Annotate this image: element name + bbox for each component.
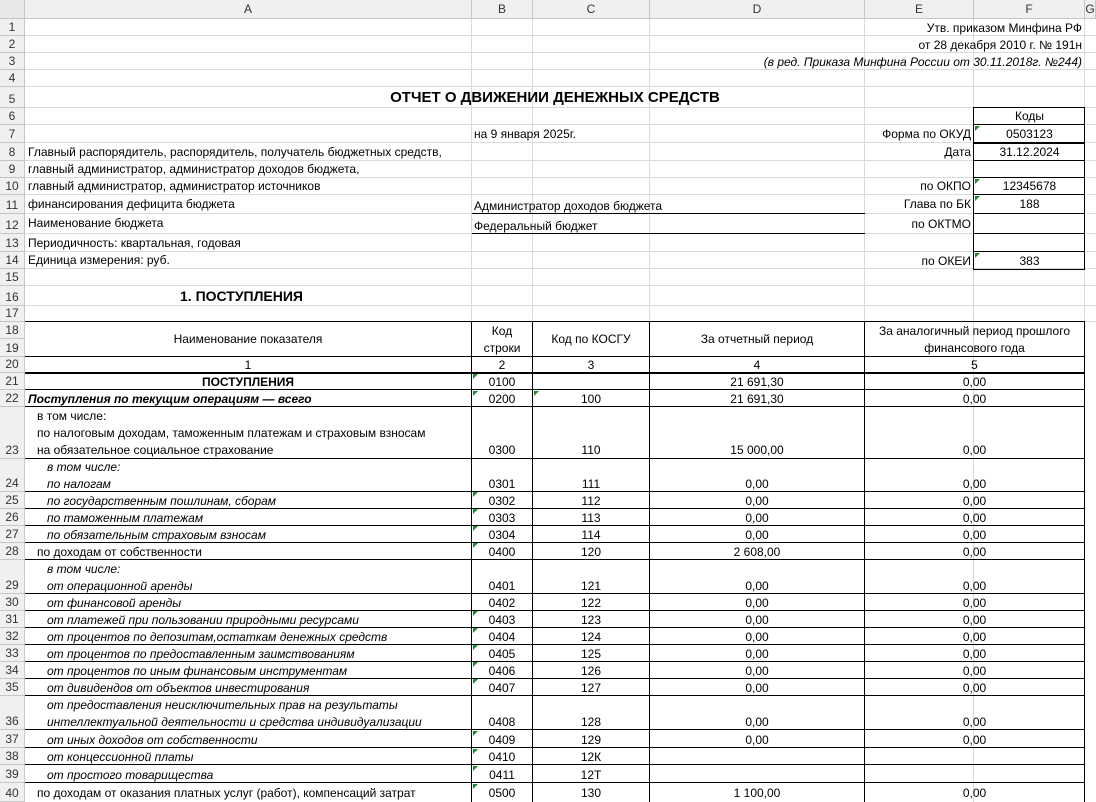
gridline — [25, 142, 1096, 143]
comment-marker — [473, 645, 478, 650]
table-border — [25, 356, 1085, 357]
row33-prev[interactable]: 0,00 — [962, 647, 987, 661]
row30-prev[interactable]: 0,00 — [962, 596, 987, 610]
row-border — [25, 491, 1085, 492]
row-header[interactable]: 6 — [0, 108, 25, 125]
left-label-3: главный администратор, администратор источников — [28, 179, 321, 193]
col-header-e[interactable]: E — [865, 0, 974, 19]
row24-cur[interactable]: 0,00 — [745, 477, 769, 491]
row-header[interactable]: 39 — [0, 765, 25, 783]
row25-code[interactable]: 0302 — [488, 494, 516, 508]
row24-code[interactable]: 0301 — [488, 477, 516, 491]
row23-code[interactable]: 0300 — [488, 443, 516, 457]
row-border — [25, 644, 1085, 645]
row-header[interactable]: 40 — [0, 783, 25, 802]
comment-marker — [473, 679, 478, 684]
row27-name: по обязательным страховым взносам — [47, 528, 266, 542]
row-header[interactable]: 13 — [0, 234, 25, 252]
codes-divider — [973, 177, 1085, 178]
th-name: Наименование показателя — [173, 332, 323, 346]
row33-cur[interactable]: 0,00 — [745, 647, 769, 661]
row24-kosgu[interactable]: 111 — [581, 477, 601, 491]
th-code-line2: строки — [483, 341, 521, 355]
codes-divider — [973, 194, 1085, 195]
row-header[interactable]: 21 — [0, 373, 25, 390]
row37-code[interactable]: 0409 — [488, 733, 516, 747]
row37-prev[interactable]: 0,00 — [962, 733, 987, 747]
row27-kosgu[interactable]: 114 — [581, 528, 601, 542]
row-header[interactable]: 24 — [0, 459, 25, 492]
budget-name-label: Наименование бюджета — [28, 216, 164, 230]
row-border — [25, 559, 1085, 560]
row-border — [25, 729, 1085, 730]
row29-cur[interactable]: 0,00 — [745, 579, 769, 593]
row38-code[interactable]: 0410 — [488, 750, 516, 764]
comment-marker — [473, 731, 478, 736]
gridline — [25, 107, 1096, 108]
row34-code[interactable]: 0406 — [488, 664, 516, 678]
comment-marker — [975, 253, 980, 258]
row31-prev[interactable]: 0,00 — [962, 613, 987, 627]
row34-prev[interactable]: 0,00 — [962, 664, 987, 678]
row28-name: по доходам от собственности — [37, 545, 202, 559]
row-header[interactable]: 35 — [0, 679, 25, 696]
row-border — [25, 695, 1085, 696]
comment-marker — [473, 543, 478, 548]
row32-prev[interactable]: 0,00 — [962, 630, 987, 644]
row36-cur[interactable]: 0,00 — [745, 715, 769, 729]
row26-code[interactable]: 0303 — [488, 511, 516, 525]
row-border — [25, 508, 1085, 509]
approval-line-2: от 28 декабря 2010 г. № 191н — [918, 38, 1082, 52]
row28-prev[interactable]: 0,00 — [962, 545, 987, 559]
row-border — [25, 661, 1085, 662]
row-header[interactable]: 9 — [0, 161, 25, 178]
row29-code[interactable]: 0401 — [488, 579, 516, 593]
report-date-line: на 9 января 2025г. — [474, 127, 576, 141]
row-header[interactable]: 25 — [0, 492, 25, 509]
section-title: 1. ПОСТУПЛЕНИЯ — [180, 288, 303, 304]
comment-marker — [473, 766, 478, 771]
approval-line-1: Утв. приказом Минфина РФ — [926, 21, 1082, 35]
row37-kosgu[interactable]: 129 — [580, 733, 602, 747]
th-num-2: 2 — [498, 358, 506, 372]
date-label: Дата — [944, 145, 971, 159]
okpo-value[interactable]: 12345678 — [1002, 179, 1057, 193]
row23-line2: по налоговым доходам, таможенным платежам и страховым взносам — [37, 426, 426, 440]
row24-line1: в том числе: — [47, 460, 121, 474]
row39-code[interactable]: 0411 — [489, 768, 515, 782]
row40-cur[interactable]: 1 100,00 — [733, 786, 781, 800]
row-border — [25, 764, 1085, 765]
row34-name: от процентов по иным финансовым инструментам — [47, 664, 348, 678]
row31-cur[interactable]: 0,00 — [745, 613, 769, 627]
comment-marker — [473, 611, 478, 616]
row-border — [25, 610, 1085, 611]
row23-prev[interactable]: 0,00 — [962, 443, 987, 457]
row30-name: от финансовой аренды — [47, 596, 182, 610]
row29-prev[interactable]: 0,00 — [962, 579, 987, 593]
row25-cur[interactable]: 0,00 — [745, 494, 769, 508]
comment-marker — [473, 509, 478, 514]
gridline — [25, 52, 1096, 53]
gridline — [25, 160, 1096, 161]
glava-label: Глава по БК — [903, 197, 971, 211]
row-header[interactable]: 22 — [0, 390, 25, 407]
comment-marker — [473, 374, 478, 379]
row-border — [25, 627, 1085, 628]
row22-code[interactable]: 0200 — [488, 392, 516, 406]
row25-name: по государственным пошлинам, сборам — [47, 494, 277, 508]
row22-cur[interactable]: 21 691,30 — [730, 392, 784, 406]
gridline — [25, 305, 1096, 306]
th-prev-line2: финансового года — [924, 341, 1025, 355]
row22-name: Поступления по текущим операциям — всего — [28, 392, 312, 406]
comment-marker — [975, 196, 980, 201]
row23-cur[interactable]: 15 000,00 — [730, 443, 784, 457]
codes-divider — [973, 251, 1085, 252]
row-header[interactable]: 10 — [0, 178, 25, 195]
row33-name: от процентов по предоставленным заимствованиям — [47, 647, 355, 661]
row30-kosgu[interactable]: 122 — [580, 596, 602, 610]
report-title: ОТЧЕТ О ДВИЖЕНИИ ДЕНЕЖНЫХ СРЕДСТВ — [390, 89, 720, 106]
row25-kosgu[interactable]: 112 — [581, 494, 601, 508]
unit-label: Единица измерения: руб. — [28, 253, 170, 267]
glava-value[interactable]: 188 — [1019, 197, 1040, 211]
row37-name: от иных доходов от собственности — [47, 733, 258, 747]
col-header-d[interactable]: D — [650, 0, 865, 19]
okei-value[interactable]: 383 — [1019, 254, 1040, 268]
row-header[interactable]: 27 — [0, 526, 25, 543]
codes-divider — [973, 160, 1085, 161]
th-num-3: 3 — [587, 358, 595, 372]
row-header[interactable]: 30 — [0, 594, 25, 611]
row-border — [25, 782, 1085, 783]
th-num-5: 5 — [971, 358, 978, 372]
th-kosgu: Код по КОСГУ — [551, 332, 631, 346]
row36-code[interactable]: 0408 — [488, 715, 516, 729]
gridline — [25, 35, 1096, 36]
row38-kosgu[interactable]: 12К — [580, 750, 602, 764]
left-label-1: Главный распорядитель, распорядитель, получатель бюджетных средств, — [28, 145, 442, 159]
row-header[interactable]: 29 — [0, 560, 25, 594]
row-header[interactable]: 15 — [0, 269, 25, 286]
row-header[interactable]: 7 — [0, 125, 25, 143]
row32-cur[interactable]: 0,00 — [745, 630, 769, 644]
row-header[interactable]: 17 — [0, 306, 25, 322]
left-label-2: главный администратор, администратор доходов бюджета, — [28, 162, 360, 176]
row21-prev[interactable]: 0,00 — [962, 375, 987, 389]
th-code-line1: Код — [491, 324, 513, 338]
row38-name: от концессионной платы — [47, 750, 194, 764]
comment-marker — [473, 749, 478, 754]
row-header[interactable]: 20 — [0, 357, 25, 373]
row35-name: от дивидендов от объектов инвестирования — [47, 681, 310, 695]
row28-kosgu[interactable]: 120 — [580, 545, 602, 559]
row-border — [25, 458, 1085, 459]
row31-code[interactable]: 0403 — [488, 613, 516, 627]
row22-kosgu[interactable]: 100 — [580, 392, 602, 406]
col-header-f[interactable]: F — [974, 0, 1085, 19]
gridline — [25, 124, 1096, 125]
row26-cur[interactable]: 0,00 — [745, 511, 769, 525]
row34-cur[interactable]: 0,00 — [745, 664, 769, 678]
row-header[interactable]: 12 — [0, 214, 25, 234]
row-header[interactable]: 33 — [0, 645, 25, 662]
row29-line2: от операционной аренды — [47, 579, 193, 593]
row26-name: по таможенным платежам — [47, 511, 204, 525]
row-header[interactable]: 3 — [0, 53, 25, 70]
row-border — [25, 678, 1085, 679]
row23-line1: в том числе: — [37, 409, 107, 423]
th-prev-line1: За аналогичный период прошлого — [878, 324, 1071, 338]
row35-prev[interactable]: 0,00 — [962, 681, 987, 695]
row21-code[interactable]: 0100 — [488, 375, 516, 389]
left-label-4: финансирования дефицита бюджета — [28, 197, 235, 211]
row-border — [25, 593, 1085, 594]
okud-value[interactable]: 0503123 — [1006, 127, 1053, 141]
codes-divider — [973, 233, 1085, 234]
row-header[interactable]: 1 — [0, 19, 25, 36]
row25-prev[interactable]: 0,00 — [962, 494, 987, 508]
row28-cur[interactable]: 2 608,00 — [733, 545, 781, 559]
row-header[interactable]: 18 — [0, 322, 25, 339]
row40-kosgu[interactable]: 130 — [580, 786, 602, 800]
row-header[interactable]: 5 — [0, 87, 25, 108]
row36-kosgu[interactable]: 128 — [580, 715, 602, 729]
row-header[interactable]: 32 — [0, 628, 25, 645]
col-header-b[interactable]: B — [472, 0, 533, 19]
row40-name: по доходам от оказания платных услуг (работ), компенсаций затрат — [37, 786, 416, 800]
col-header-c[interactable]: C — [533, 0, 650, 19]
gridline — [25, 268, 1096, 269]
row-border — [25, 525, 1085, 526]
row32-name: от процентов по депозитам,остаткам денежных средств — [47, 630, 388, 644]
row-header[interactable]: 28 — [0, 543, 25, 560]
row36-line1: от предоставления неисключительных прав на результаты — [47, 698, 398, 712]
row-header[interactable]: 16 — [0, 286, 25, 306]
gridline — [25, 177, 1096, 178]
row21-cur[interactable]: 21 691,30 — [730, 375, 784, 389]
table-border — [25, 321, 1085, 322]
row-border — [25, 747, 1085, 748]
periodicity-label: Периодичность: квартальная, годовая — [28, 236, 241, 250]
comment-marker — [975, 126, 980, 131]
row-header[interactable]: 23 — [0, 407, 25, 459]
row34-kosgu[interactable]: 126 — [580, 664, 602, 678]
comment-marker — [473, 662, 478, 667]
row31-name: от платежей при пользовании природными ресурсами — [47, 613, 359, 627]
budget-underline — [472, 233, 865, 234]
row-border — [25, 542, 1085, 543]
row24-prev[interactable]: 0,00 — [962, 477, 987, 491]
row32-kosgu[interactable]: 124 — [580, 630, 602, 644]
date-value[interactable]: 31.12.2024 — [999, 145, 1060, 159]
row-header[interactable]: 36 — [0, 696, 25, 730]
row30-cur[interactable]: 0,00 — [745, 596, 769, 610]
row27-code[interactable]: 0304 — [488, 528, 516, 542]
row-header[interactable]: 19 — [0, 339, 25, 357]
row-border — [25, 406, 1085, 407]
row-header[interactable]: 31 — [0, 611, 25, 628]
th-num-4: 4 — [753, 358, 761, 372]
row-header[interactable]: 38 — [0, 748, 25, 765]
row39-name: от простого товарищества — [47, 768, 214, 782]
approval-line-3: (в ред. Приказа Минфина России от 30.11.2018г. №244) — [763, 55, 1082, 69]
row-header[interactable]: 4 — [0, 70, 25, 87]
codes-header: Коды — [1014, 109, 1045, 123]
row33-code[interactable]: 0405 — [488, 647, 516, 661]
row37-cur[interactable]: 0,00 — [745, 733, 769, 747]
row27-prev[interactable]: 0,00 — [962, 528, 987, 542]
select-all-corner[interactable] — [0, 0, 25, 19]
row23-kosgu[interactable]: 110 — [581, 443, 601, 457]
row36-prev[interactable]: 0,00 — [962, 715, 987, 729]
row29-line1: в том числе: — [47, 562, 121, 576]
gridline — [25, 69, 1096, 70]
comment-marker — [473, 784, 478, 789]
row40-code[interactable]: 0500 — [488, 786, 516, 800]
row27-cur[interactable]: 0,00 — [745, 528, 769, 542]
gridline — [25, 285, 1096, 286]
row35-kosgu[interactable]: 127 — [580, 681, 602, 695]
th-period: За отчетный период — [700, 332, 814, 346]
okud-label: Форма по ОКУД — [882, 127, 971, 141]
row32-code[interactable]: 0404 — [488, 630, 516, 644]
row33-kosgu[interactable]: 125 — [580, 647, 602, 661]
row30-code[interactable]: 0402 — [488, 596, 516, 610]
row21-name: ПОСТУПЛЕНИЯ — [201, 375, 295, 389]
codes-divider — [973, 124, 1085, 125]
budget-value[interactable]: Федеральный бюджет — [474, 219, 598, 233]
gridline — [25, 251, 1096, 252]
row-header[interactable]: 26 — [0, 509, 25, 526]
row26-kosgu[interactable]: 113 — [581, 511, 601, 525]
row-header[interactable]: 8 — [0, 143, 25, 161]
row35-code[interactable]: 0407 — [488, 681, 516, 695]
row39-kosgu[interactable]: 12Т — [580, 768, 602, 782]
comment-marker — [473, 492, 478, 497]
comment-marker — [975, 179, 980, 184]
row40-prev[interactable]: 0,00 — [962, 786, 987, 800]
row22-prev[interactable]: 0,00 — [962, 392, 987, 406]
admin-value[interactable]: Администратор доходов бюджета — [474, 199, 663, 213]
row-header[interactable]: 2 — [0, 36, 25, 53]
gridline — [25, 194, 1096, 195]
row29-kosgu[interactable]: 121 — [580, 579, 602, 593]
row35-cur[interactable]: 0,00 — [745, 681, 769, 695]
row31-kosgu[interactable]: 123 — [580, 613, 602, 627]
row-header[interactable]: 14 — [0, 252, 25, 269]
comment-marker — [473, 628, 478, 633]
row28-code[interactable]: 0400 — [488, 545, 516, 559]
row-border — [25, 389, 1085, 390]
col-header-a[interactable]: A — [25, 0, 472, 19]
col-header-g[interactable]: G — [1085, 0, 1096, 19]
th-num-1: 1 — [244, 358, 252, 372]
gridline — [25, 86, 1096, 87]
row24-line2: по налогам — [47, 477, 111, 491]
row26-prev[interactable]: 0,00 — [962, 511, 987, 525]
comment-marker — [534, 391, 539, 396]
row36-line2: интеллектуальной деятельности и средства индивидуализации — [47, 715, 422, 729]
admin-underline — [472, 213, 865, 214]
codes-divider — [973, 213, 1085, 214]
okei-label: по ОКЕИ — [921, 254, 971, 268]
table-border — [25, 372, 1085, 374]
comment-marker — [473, 391, 478, 396]
row-header[interactable]: 11 — [0, 195, 25, 214]
okpo-label: по ОКПО — [920, 179, 971, 193]
comment-marker — [473, 526, 478, 531]
codes-divider — [973, 142, 1085, 144]
oktmo-label: по ОКТМО — [911, 217, 971, 231]
row23-line3: на обязательное социальное страхование — [37, 443, 274, 457]
row-header[interactable]: 34 — [0, 662, 25, 679]
row-header[interactable]: 37 — [0, 730, 25, 748]
